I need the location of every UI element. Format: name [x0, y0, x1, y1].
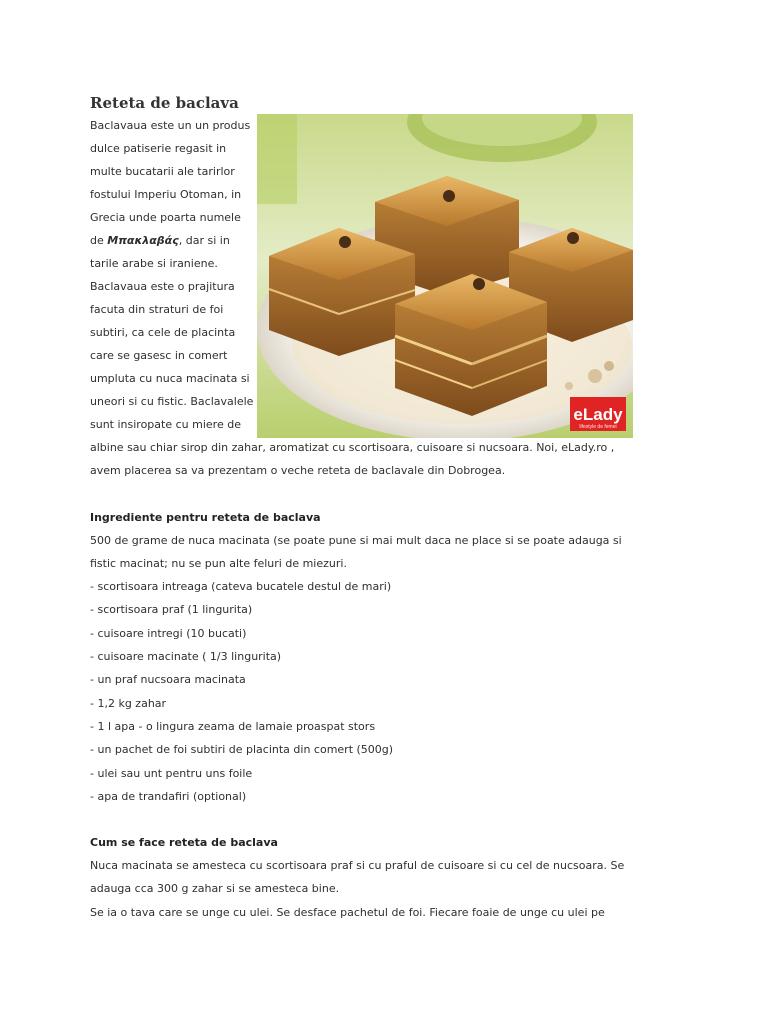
ingredient-line: - ulei sau unt pentru uns foile: [90, 766, 253, 780]
method-line: Se ia o tava care se unge cu ulei. Se desface pachetul de foi. Fiecare foaie de unge cu ulei pe: [90, 905, 605, 919]
article: [90, 92, 630, 924]
elady-logo-subtext: lifestyle de femei: [579, 424, 617, 430]
method-line: Nuca macinata se amesteca cu scortisoara praf si cu praful de cuisoare si cu cel de nucsoara. Se: [90, 859, 625, 873]
intro-line: Baclavaua este o prajitura: [90, 280, 235, 293]
intro-line: dulce patiserie regasit in: [90, 142, 227, 155]
ingredient-line: 500 de grame de nuca macinata (se poate pune si mai mult daca ne place si se poate adauga si: [90, 533, 622, 547]
ingredient-line: - 1 l apa - o lingura zeama de lamaie proaspat stors: [90, 719, 376, 733]
baklava-illustration: [257, 114, 633, 438]
method-line: adauga cca 300 g zahar si se amesteca bine.: [90, 882, 340, 896]
method-heading: Cum se face reteta de baclava: [90, 836, 278, 850]
intro-line: Grecia unde poarta numele: [90, 211, 241, 224]
baklava-piece-front: [395, 274, 547, 416]
intro-line: multe bucatarii ale tarirlor: [90, 165, 235, 178]
greek-suffix: , dar si in: [178, 234, 230, 247]
intro-line: sunt insiropate cu miere de: [90, 418, 241, 431]
ingredient-line: - scortisoara praf (1 lingurita): [90, 603, 253, 617]
greek-prefix: de: [90, 234, 108, 247]
intro-continuation: avem placerea sa va prezentam o veche reteta de baclavale din Dobrogea.: [90, 464, 506, 478]
ingredient-line: - cuisoare intregi (10 bucati): [90, 626, 247, 640]
intro-line: Baclavaua este un un produs: [90, 119, 251, 132]
intro-line-greek: [90, 229, 254, 252]
intro-line: subtiri, ca cele de placinta: [90, 326, 236, 339]
ingredient-line: - 1,2 kg zahar: [90, 696, 167, 710]
ingredient-line: - un pachet de foi subtiri de placinta din comert (500g): [90, 743, 394, 757]
intro-line: fostului Imperiu Otoman, in: [90, 188, 242, 201]
ingredient-line: fistic macinat; nu se pun alte feluri de miezuri.: [90, 556, 347, 570]
intro-line: care se gasesc in comert: [90, 349, 228, 362]
intro-section: [90, 114, 630, 436]
intro-line: umpluta cu nuca macinata si: [90, 372, 250, 385]
baklava-photo: [257, 114, 633, 438]
ingredient-line: - cuisoare macinate ( 1/3 lingurita): [90, 650, 282, 664]
method-text: [90, 854, 630, 924]
article-title: Reteta de baclava: [90, 94, 239, 112]
intro-line: uneori si cu fistic. Baclavalele: [90, 395, 254, 408]
intro-line: tarile arabe si iraniene.: [90, 257, 218, 270]
ingredient-line: - apa de trandafiri (optional): [90, 789, 247, 803]
intro-continuation: albine sau chiar sirop din zahar, aromatizat cu scortisoara, cuisoare si nucsoara. Noi, eLady.ro ,: [90, 441, 615, 454]
ingredients-list: [90, 529, 630, 809]
ingredients-heading: Ingrediente pentru reteta de baclava: [90, 510, 321, 524]
greek-word: Μπακλαβάς: [107, 234, 179, 247]
elady-logo-text: eLady: [573, 405, 623, 424]
ingredient-line: - scortisoara intreaga (cateva bucatele destul de mari): [90, 580, 392, 594]
intro-text: [90, 114, 254, 436]
intro-line: facuta din straturi de foi: [90, 303, 224, 316]
ingredient-line: - un praf nucsoara macinata: [90, 673, 246, 687]
